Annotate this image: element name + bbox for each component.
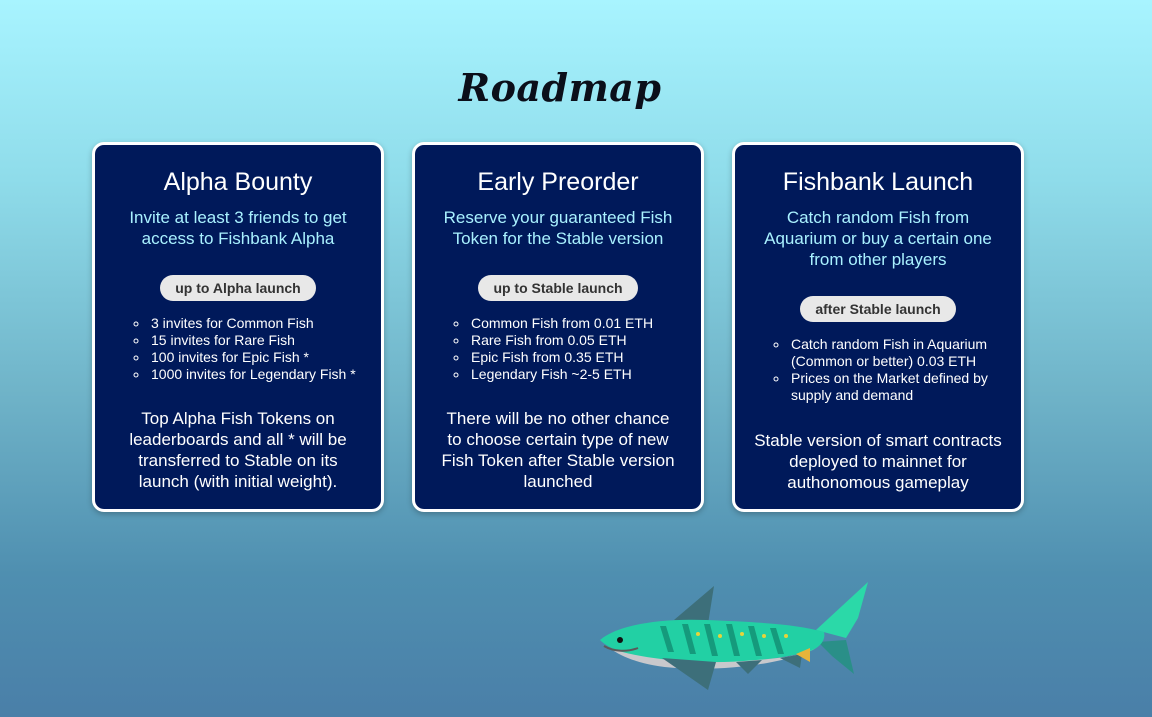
card-subtitle: Invite at least 3 friends to get access to Fishbank Alpha [129, 208, 347, 248]
launch-list [735, 336, 1021, 404]
list-item: ◦ Legendary Fish ~2-5 ETH [469, 366, 701, 383]
card-title: Alpha Bounty [163, 168, 313, 196]
list-item: ◦ Rare Fish from 0.05 ETH [469, 332, 701, 349]
list-item: ◦ 3 invites for Common Fish [149, 315, 381, 332]
list-item: ◦ 15 invites for Rare Fish [149, 332, 381, 349]
page-title: Roadmap [458, 65, 662, 111]
phase-badge[interactable]: up to Stable launch [478, 275, 637, 301]
roadmap-card-fishbank-launch [732, 142, 1024, 512]
list-item: ◦ Catch random Fish in Aquarium (Common or better) 0.03 ETH [789, 336, 1001, 370]
card-footer: Top Alpha Fish Tokens on leaderboards and all * will be transferred to Stable on its launch (with initial weight). [129, 409, 347, 491]
card-footer: Stable version of smart contracts deployed to mainnet for authonomous gameplay [754, 431, 1002, 492]
list-item: ◦ 100 invites for Epic Fish * [149, 349, 381, 366]
card-title: Fishbank Launch [782, 168, 974, 196]
list-item: ◦ Common Fish from 0.01 ETH [469, 315, 701, 332]
roadmap-card-early-preorder [412, 142, 704, 512]
price-list [415, 315, 701, 383]
roadmap-card-alpha-bounty [92, 142, 384, 512]
reward-list [95, 315, 381, 383]
phase-badge[interactable]: after Stable launch [800, 296, 955, 322]
list-item: ◦ Prices on the Market defined by supply and demand [789, 370, 1001, 404]
card-title: Early Preorder [477, 168, 639, 196]
card-subtitle: Catch random Fish from Aquarium or buy a certain one from other players [764, 208, 992, 269]
phase-badge[interactable]: up to Alpha launch [160, 275, 315, 301]
card-subtitle: Reserve your guaranteed Fish Token for the Stable version [443, 208, 673, 248]
card-footer: There will be no other chance to choose certain type of new Fish Token after Stable version launched [441, 409, 675, 491]
list-item: ◦ 1000 invites for Legendary Fish * [149, 366, 381, 383]
list-item: ◦ Epic Fish from 0.35 ETH [469, 349, 701, 366]
shark-icon [596, 578, 876, 694]
